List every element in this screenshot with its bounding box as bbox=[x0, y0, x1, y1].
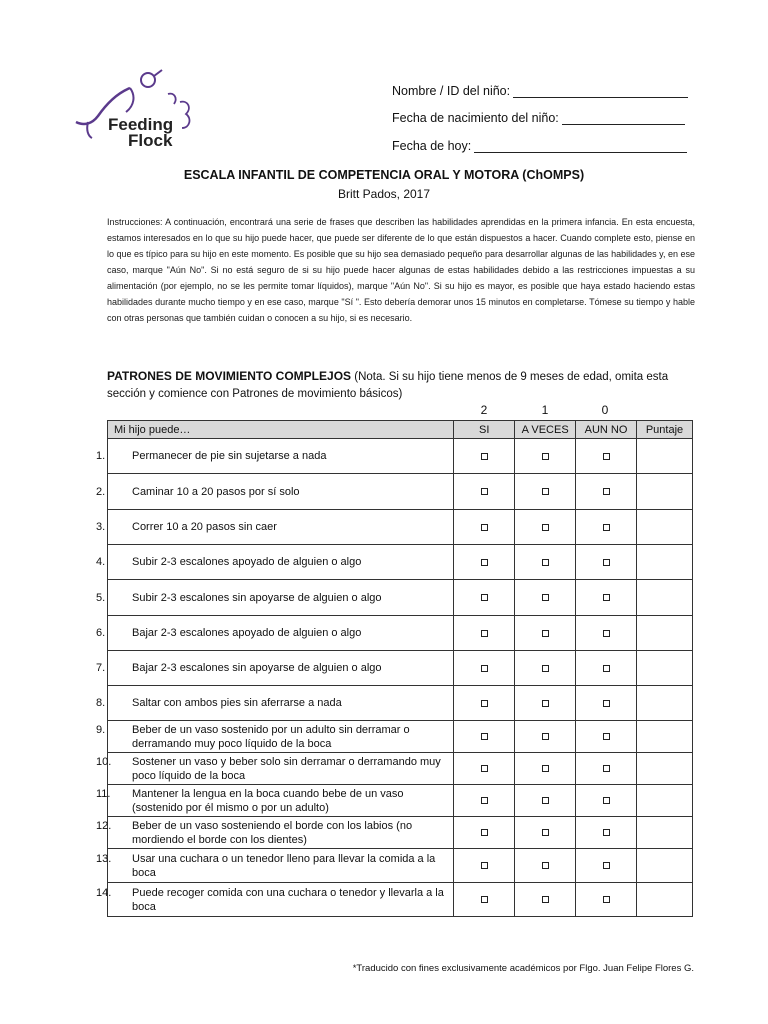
skill-number: 10. bbox=[96, 755, 112, 768]
cell-si bbox=[454, 439, 515, 474]
child-name-line[interactable] bbox=[513, 85, 688, 98]
cell-aun-no bbox=[576, 580, 637, 616]
checkbox-a-veces[interactable] bbox=[542, 765, 549, 772]
skill-description: Beber de un vaso sostenido por un adulto sin derramar o derramando muy poco líquido de la boca bbox=[132, 723, 410, 750]
score-cell[interactable] bbox=[637, 753, 693, 785]
cell-si bbox=[454, 785, 515, 817]
score-label-a-veces: 1 bbox=[541, 403, 549, 417]
table-header-row bbox=[108, 421, 693, 439]
skill-description: Puede recoger comida con una cuchara o tenedor y llevarla a la boca bbox=[132, 886, 444, 913]
checkbox-a-veces[interactable] bbox=[542, 524, 549, 531]
checkbox-aun-no[interactable] bbox=[603, 733, 610, 740]
skill-item bbox=[96, 817, 454, 849]
score-cell[interactable] bbox=[637, 849, 693, 883]
logo-text-feeding: Feeding bbox=[108, 115, 174, 134]
page-title: ESCALA INFANTIL DE COMPETENCIA ORAL Y MOTORA (ChOMPS) bbox=[183, 168, 585, 182]
cell-aun-no bbox=[576, 817, 637, 849]
skill-number: 3. bbox=[96, 521, 106, 533]
skill-item bbox=[96, 616, 454, 651]
checkbox-aun-no[interactable] bbox=[603, 594, 610, 601]
table-row bbox=[108, 686, 693, 721]
checkbox-aun-no[interactable] bbox=[603, 488, 610, 495]
cell-si bbox=[454, 686, 515, 721]
cell-si bbox=[454, 817, 515, 849]
score-cell[interactable] bbox=[637, 883, 693, 917]
table-row bbox=[108, 616, 693, 651]
table-row bbox=[108, 753, 693, 785]
cell-aun-no bbox=[576, 721, 637, 753]
score-cell[interactable] bbox=[637, 580, 693, 616]
skill-item bbox=[96, 651, 454, 686]
skill-item bbox=[96, 439, 454, 474]
table-row bbox=[108, 651, 693, 686]
cell-aun-no bbox=[576, 651, 637, 686]
skill-item bbox=[96, 474, 454, 510]
score-label-si: 2 bbox=[480, 403, 488, 417]
skill-number: 2. bbox=[96, 485, 106, 498]
header-a-veces: A VECES bbox=[515, 421, 576, 439]
checkbox-a-veces[interactable] bbox=[542, 896, 549, 903]
skill-item bbox=[96, 785, 454, 817]
instructions-paragraph: Instrucciones: A continuación, encontrará una serie de frases que describen las habilidades aprendidas en la primera infancia. En esta encuesta, estamos interesados en lo que su hijo puede hacer, que puede ser diferente de lo que están dispuestos a hacer. Cuando complete esto, piense en lo que es típico para su hijo en este momento. Es posible que su hijo sea demasiado pequeño para desarrollar algunas de las habilidades y, en ese caso, marque "Aún No". Si no está seguro de si su hijo puede hacer algunas de estas habilidades debido a las restricciones impuestas a su alimentación (por ejemplo, no se les permite tomar líquidos), marque "Aún No". Si su hijo es mayor, es posible que haya estado haciendo estas habilidades durante mucho tiempo y en ese caso, marque "Sí ". Esto debería demorar unos 15 minutos en completarse. Tómese su tiempo y hable con otras personas que también cuidan o conocen a su hijo, si es necesario. bbox=[107, 217, 695, 323]
score-cell[interactable] bbox=[637, 474, 693, 510]
skill-text bbox=[96, 787, 453, 815]
cell-aun-no bbox=[576, 510, 637, 545]
score-cell[interactable] bbox=[637, 817, 693, 849]
table-row bbox=[108, 721, 693, 753]
checkbox-a-veces[interactable] bbox=[542, 700, 549, 707]
child-name-field[interactable] bbox=[392, 84, 688, 98]
skill-text bbox=[96, 886, 453, 914]
checkbox-aun-no[interactable] bbox=[603, 829, 610, 836]
checkbox-si[interactable] bbox=[481, 797, 488, 804]
skill-text bbox=[96, 852, 453, 880]
table-row bbox=[108, 883, 693, 917]
score-cell[interactable] bbox=[637, 545, 693, 580]
skill-description: Permanecer de pie sin sujetarse a nada bbox=[132, 450, 327, 462]
cell-si bbox=[454, 651, 515, 686]
today-date-label: Fecha de hoy: bbox=[392, 139, 472, 153]
skill-number: 12. bbox=[96, 819, 112, 832]
skill-description: Beber de un vaso sosteniendo el borde con los labios (no mordiendo el borde con los dientes) bbox=[132, 819, 413, 846]
table-row bbox=[108, 817, 693, 849]
table-row bbox=[108, 785, 693, 817]
cell-si bbox=[454, 510, 515, 545]
cell-aun-no bbox=[576, 545, 637, 580]
cell-a-veces bbox=[515, 753, 576, 785]
cell-a-veces bbox=[515, 686, 576, 721]
checkbox-si[interactable] bbox=[481, 524, 488, 531]
cell-aun-no bbox=[576, 883, 637, 917]
score-cell[interactable] bbox=[637, 651, 693, 686]
cell-a-veces bbox=[515, 616, 576, 651]
score-cell[interactable] bbox=[637, 721, 693, 753]
birth-date-field[interactable] bbox=[392, 111, 685, 125]
skill-item bbox=[96, 721, 454, 753]
checkbox-a-veces[interactable] bbox=[542, 594, 549, 601]
cell-a-veces bbox=[515, 721, 576, 753]
skill-item bbox=[96, 580, 454, 616]
author-line: Britt Pados, 2017 bbox=[337, 187, 431, 201]
cell-si bbox=[454, 545, 515, 580]
table-row bbox=[108, 510, 693, 545]
cell-si bbox=[454, 580, 515, 616]
skill-number: 13. bbox=[96, 852, 112, 865]
cell-a-veces bbox=[515, 651, 576, 686]
skill-text bbox=[96, 661, 453, 675]
checkbox-si[interactable] bbox=[481, 559, 488, 566]
skill-text bbox=[96, 555, 453, 569]
table-row bbox=[108, 474, 693, 510]
cell-a-veces bbox=[515, 883, 576, 917]
today-date-line[interactable] bbox=[474, 140, 687, 153]
checkbox-a-veces[interactable] bbox=[542, 559, 549, 566]
skill-item bbox=[96, 849, 454, 883]
score-cell[interactable] bbox=[637, 686, 693, 721]
checkbox-a-veces[interactable] bbox=[542, 665, 549, 672]
checkbox-aun-no[interactable] bbox=[603, 862, 610, 869]
skill-description: Subir 2-3 escalones apoyado de alguien o algo bbox=[132, 556, 362, 568]
cell-a-veces bbox=[515, 545, 576, 580]
cell-aun-no bbox=[576, 616, 637, 651]
section-title: PATRONES DE MOVIMIENTO COMPLEJOS bbox=[107, 369, 352, 383]
header-puntaje: Puntaje bbox=[637, 421, 693, 439]
skill-text bbox=[96, 485, 453, 499]
score-cell[interactable] bbox=[637, 439, 693, 474]
skill-description: Usar una cuchara o un tenedor lleno para llevar la comida a la boca bbox=[132, 852, 436, 879]
cell-si bbox=[454, 616, 515, 651]
checkbox-aun-no[interactable] bbox=[603, 453, 610, 460]
table-row bbox=[108, 849, 693, 883]
skill-item bbox=[96, 686, 454, 721]
section-heading bbox=[107, 368, 687, 403]
skill-number: 5. bbox=[96, 591, 106, 604]
checkbox-a-veces[interactable] bbox=[542, 488, 549, 495]
checkbox-a-veces[interactable] bbox=[542, 733, 549, 740]
skill-number: 9. bbox=[96, 723, 106, 736]
cell-a-veces bbox=[515, 510, 576, 545]
skill-item bbox=[96, 545, 454, 580]
skill-description: Caminar 10 a 20 pasos por sí solo bbox=[132, 485, 300, 498]
skill-number: 11. bbox=[96, 787, 111, 800]
cell-si bbox=[454, 849, 515, 883]
cell-aun-no bbox=[576, 785, 637, 817]
checkbox-si[interactable] bbox=[481, 733, 488, 740]
checkbox-si[interactable] bbox=[481, 594, 488, 601]
header-aun-no: AUN NO bbox=[576, 421, 637, 439]
skill-description: Sostener un vaso y beber solo sin derramar o derramando muy poco líquido de la boca bbox=[132, 755, 441, 782]
skill-description: Subir 2-3 escalones sin apoyarse de alguien o algo bbox=[132, 591, 382, 604]
skill-text bbox=[96, 449, 453, 463]
cell-aun-no bbox=[576, 439, 637, 474]
cell-si bbox=[454, 753, 515, 785]
birth-date-line[interactable] bbox=[562, 112, 685, 125]
skill-text bbox=[96, 520, 453, 534]
checkbox-a-veces[interactable] bbox=[542, 797, 549, 804]
skill-number: 4. bbox=[96, 556, 106, 568]
section-note: (Nota. Si su hijo tiene menos de 9 meses de edad, omita esta sección y comience con Patrones de movimiento básicos) bbox=[107, 371, 669, 400]
cell-si bbox=[454, 721, 515, 753]
skill-description: Saltar con ambos pies sin aferrarse a nada bbox=[132, 697, 342, 709]
skill-text bbox=[96, 819, 453, 847]
checkbox-a-veces[interactable] bbox=[542, 630, 549, 637]
checkbox-a-veces[interactable] bbox=[542, 829, 549, 836]
checkbox-si[interactable] bbox=[481, 896, 488, 903]
skill-text bbox=[96, 591, 453, 605]
header-si: SI bbox=[454, 421, 515, 439]
skill-text bbox=[96, 723, 453, 751]
cell-aun-no bbox=[576, 849, 637, 883]
checkbox-si[interactable] bbox=[481, 488, 488, 495]
cell-aun-no bbox=[576, 474, 637, 510]
checkbox-si[interactable] bbox=[481, 453, 488, 460]
skill-number: 8. bbox=[96, 697, 106, 709]
score-label-aun-no: 0 bbox=[601, 403, 609, 417]
skill-text bbox=[96, 696, 453, 710]
checkbox-si[interactable] bbox=[481, 630, 488, 637]
skill-description: Bajar 2-3 escalones sin apoyarse de alguien o algo bbox=[132, 662, 382, 674]
checkbox-si[interactable] bbox=[481, 700, 488, 707]
skill-text bbox=[96, 755, 453, 783]
skill-number: 1. bbox=[96, 450, 106, 462]
checkbox-aun-no[interactable] bbox=[603, 765, 610, 772]
checkbox-aun-no[interactable] bbox=[603, 559, 610, 566]
checkbox-aun-no[interactable] bbox=[603, 524, 610, 531]
skills-table bbox=[96, 420, 693, 917]
cell-a-veces bbox=[515, 785, 576, 817]
skill-number: 14. bbox=[96, 886, 112, 899]
logo-text-flock: Flock bbox=[128, 131, 173, 150]
checkbox-si[interactable] bbox=[481, 829, 488, 836]
skill-number: 7. bbox=[96, 662, 106, 674]
table-row bbox=[108, 545, 693, 580]
checkbox-si[interactable] bbox=[481, 665, 488, 672]
translation-footer: *Traducido con fines exclusivamente académicos por Flgo. Juan Felipe Flores G. bbox=[352, 963, 694, 974]
checkbox-a-veces[interactable] bbox=[542, 453, 549, 460]
skill-item bbox=[96, 753, 454, 785]
header-my-child: Mi hijo puede… bbox=[108, 421, 454, 439]
skill-item bbox=[96, 510, 454, 545]
skill-description: Correr 10 a 20 pasos sin caer bbox=[132, 521, 277, 533]
cell-a-veces bbox=[515, 817, 576, 849]
table-row bbox=[108, 580, 693, 616]
cell-si bbox=[454, 883, 515, 917]
cell-si bbox=[454, 474, 515, 510]
skill-description: Mantener la lengua en la boca cuando bebe de un vaso (sostenido por él mismo o por un adulto) bbox=[132, 787, 404, 814]
checkbox-aun-no[interactable] bbox=[603, 630, 610, 637]
cell-a-veces bbox=[515, 474, 576, 510]
checkbox-a-veces[interactable] bbox=[542, 862, 549, 869]
skill-item bbox=[96, 883, 454, 917]
birth-date-label: Fecha de nacimiento del niño: bbox=[392, 111, 559, 125]
cell-aun-no bbox=[576, 686, 637, 721]
checkbox-si[interactable] bbox=[481, 765, 488, 772]
cell-a-veces bbox=[515, 849, 576, 883]
skill-text bbox=[96, 626, 453, 640]
today-date-field[interactable] bbox=[392, 139, 687, 153]
cell-a-veces bbox=[515, 439, 576, 474]
cell-aun-no bbox=[576, 753, 637, 785]
table-row bbox=[108, 439, 693, 474]
checkbox-aun-no[interactable] bbox=[603, 797, 610, 804]
score-cell[interactable] bbox=[637, 510, 693, 545]
checkbox-aun-no[interactable] bbox=[603, 665, 610, 672]
skill-description: Bajar 2-3 escalones apoyado de alguien o algo bbox=[132, 627, 362, 639]
checkbox-aun-no[interactable] bbox=[603, 896, 610, 903]
checkbox-si[interactable] bbox=[481, 862, 488, 869]
cell-a-veces bbox=[515, 580, 576, 616]
skill-number: 6. bbox=[96, 627, 106, 639]
checkbox-aun-no[interactable] bbox=[603, 700, 610, 707]
score-cell[interactable] bbox=[637, 785, 693, 817]
child-name-label: Nombre / ID del niño: bbox=[392, 84, 511, 98]
score-cell[interactable] bbox=[637, 616, 693, 651]
